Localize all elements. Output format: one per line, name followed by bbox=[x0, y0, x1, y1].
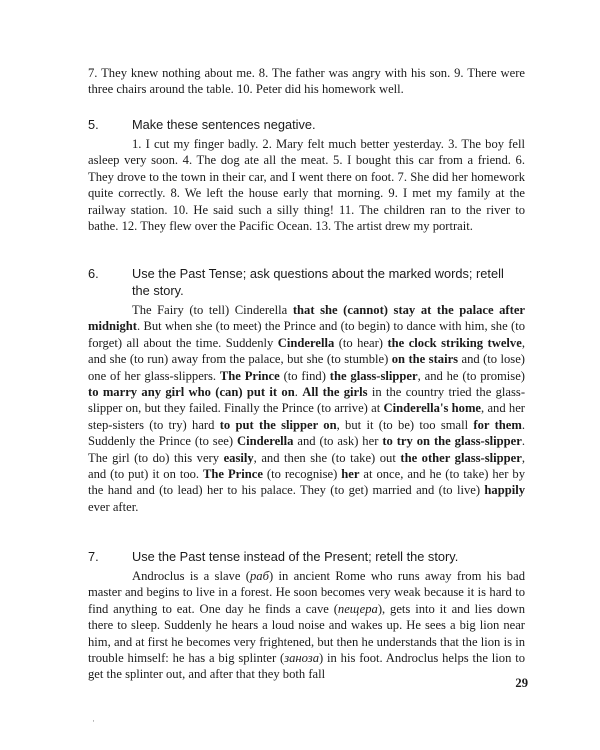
story-text: at once, and he (to take) her by the hand and (to lead) her to his palace. They (to get) married and (to live) bbox=[88, 467, 526, 498]
exercise-6-story bbox=[88, 302, 525, 515]
marked-phrase: Cinderella's home bbox=[383, 401, 482, 416]
translation-gloss: раб bbox=[250, 569, 269, 583]
story-text: , and he (to promise) bbox=[417, 368, 525, 383]
exercise-5-title: Make these sentences negative. bbox=[132, 117, 316, 132]
story-text: and (to ask) her bbox=[293, 434, 383, 449]
story-text: (to find) bbox=[279, 368, 330, 383]
marked-phrase: Cinderella bbox=[277, 335, 335, 350]
marked-phrase: the clock striking twelve bbox=[387, 335, 522, 350]
story-text: (to hear) bbox=[334, 335, 388, 350]
exercise-7-title: Use the Past tense instead of the Present; retell the story. bbox=[132, 549, 459, 564]
marked-phrase: for them bbox=[473, 417, 522, 432]
marked-phrase: to marry any girl who (can) put it on bbox=[88, 385, 295, 400]
exercise-5-heading bbox=[88, 116, 525, 133]
exercise-4-continuation: 7. They knew nothing about me. 8. The father was angry with his son. 9. There were three chairs around the table. 10. Peter did his homework well. bbox=[88, 66, 525, 97]
exercise-6-title: Use the Past Tense; ask questions about the marked words; retell the story. bbox=[132, 266, 504, 298]
story-text: ) in ancient Rome who runs away from his bad master and begins to live in a forest. He soon becomes very weak because it is hard to find anything to eat. One day he finds a cave ( bbox=[88, 569, 525, 616]
story-text: , and her step-sisters (to try) hard bbox=[88, 401, 525, 432]
marked-phrase: to try on the glass-slipper bbox=[382, 434, 522, 449]
marked-phrase: her bbox=[341, 467, 360, 482]
exercise-6-body bbox=[88, 302, 525, 515]
exercise-5-text: 1. I cut my finger badly. 2. Mary felt much better yesterday. 3. The boy fell asleep very soon. 4. The dog ate all the meat. 5. I bought this car from a friend. 6. They drove to the town in their car, and I went there on foot. 7. She did her homework quite correctly. 8. We left the house early that morning. 9. I met my family at the railway station. 10. He said such a silly thing! 11. The children ran to the river to bathe. 12. They flew over the Pacific Ocean. 13. The artist drew my portrait. bbox=[88, 137, 525, 234]
story-text: . bbox=[294, 385, 303, 400]
story-text: . Suddenly the Prince (to see) bbox=[88, 417, 525, 449]
story-text: , but it (to be) too small bbox=[336, 417, 474, 432]
story-text: The Fairy (to tell) Cinderella bbox=[132, 303, 293, 317]
story-text: Androclus is a slave ( bbox=[132, 569, 250, 583]
marked-phrase: that she (cannot) stay at the palace after midnight bbox=[88, 303, 525, 334]
marked-phrase: The Prince bbox=[203, 467, 263, 482]
story-text: (to recognise) bbox=[262, 467, 342, 482]
marked-phrase: The Prince bbox=[219, 368, 280, 383]
marked-phrase: Cinderella bbox=[237, 434, 294, 449]
marked-phrase: easily bbox=[223, 450, 254, 465]
exercise-7-number: 7. bbox=[88, 549, 99, 564]
page-number: 29 bbox=[515, 676, 528, 690]
story-text: , and then she (to take) out bbox=[253, 450, 401, 465]
exercise-5-number: 5. bbox=[88, 117, 99, 132]
exercise-5-body bbox=[88, 136, 525, 234]
exercise-7-heading bbox=[88, 548, 525, 565]
exercise-7-body bbox=[88, 568, 525, 683]
story-text: ), gets into it and lies down there to sleep. Suddenly he hears a loud noise and wakes up. He sees a big lion near him, and at first he becomes very frightened, but then he understands that the lion is in trouble himself: he has a big splinter ( bbox=[88, 601, 525, 666]
scan-speck: · bbox=[92, 716, 95, 726]
story-text: , and she (to run) away from the palace, but she (to stumble) bbox=[88, 335, 525, 367]
exercise-7-story bbox=[88, 568, 525, 683]
story-text: . But when she (to meet) the Prince and (to begin) to dance with him, she (to forget) all about the time. Suddenly bbox=[88, 319, 525, 350]
story-text: . The girl (to do) this very bbox=[88, 434, 525, 465]
marked-phrase: the glass-slipper bbox=[329, 368, 418, 383]
marked-phrase: happily bbox=[484, 483, 525, 498]
exercise-6-heading bbox=[88, 265, 525, 299]
translation-gloss: пещера bbox=[337, 601, 378, 616]
story-text: and (to lose) one of her glass-slippers. bbox=[88, 352, 525, 383]
story-text: in the country tried the glass-slipper on, but they failed. Finally the Prince (to arrive) at bbox=[88, 385, 526, 416]
story-text: ) in his foot. Androclus helps the lion to get the splinter out, and after that they both fall bbox=[88, 651, 526, 682]
marked-phrase: the other glass-slipper bbox=[400, 450, 522, 465]
story-text: , and (to put) it on too. bbox=[88, 450, 525, 482]
marked-phrase: to put the slipper on bbox=[219, 417, 337, 432]
marked-phrase: on the stairs bbox=[391, 352, 459, 367]
marked-phrase: All the girls bbox=[302, 385, 368, 400]
exercise-6-number: 6. bbox=[88, 266, 99, 281]
translation-gloss: заноза bbox=[284, 651, 319, 666]
story-text: ever after. bbox=[88, 499, 139, 514]
